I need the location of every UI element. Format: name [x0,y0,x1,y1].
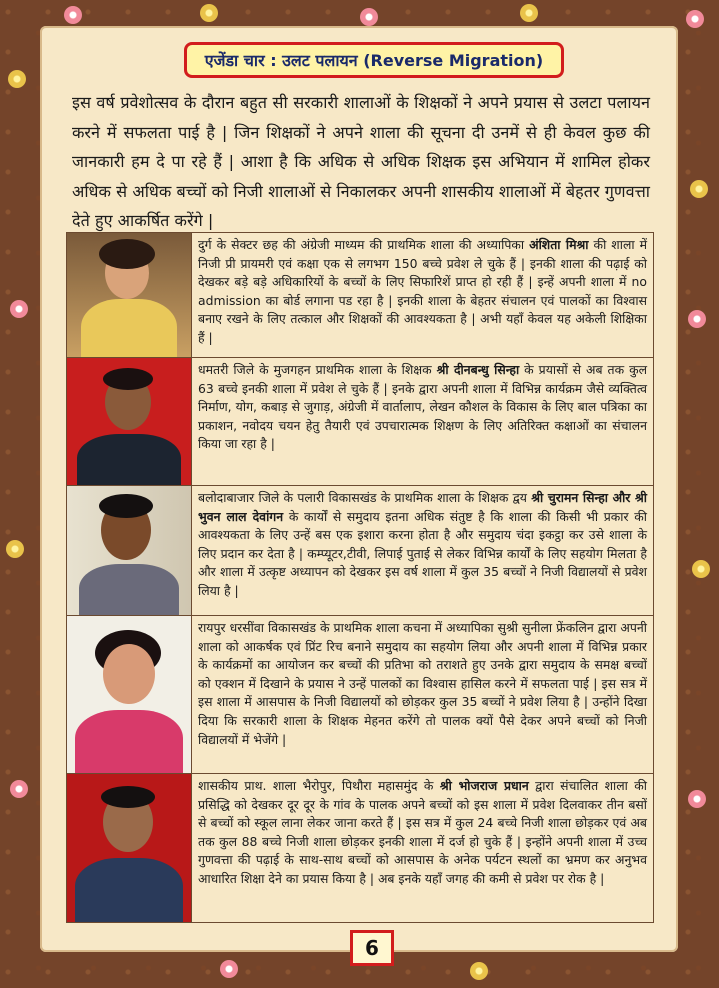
flower-decoration-icon [520,4,538,22]
flower-decoration-icon [688,790,706,808]
story-row [67,774,653,922]
teacher-name: अंशिता मिश्रा [529,237,589,252]
story-row [67,233,653,358]
flower-decoration-icon [64,6,82,24]
flower-decoration-icon [200,4,218,22]
flower-decoration-icon [6,540,24,558]
agenda-title: एजेंडा चार : उलट पलायन (Reverse Migration) [184,42,564,78]
flower-decoration-icon [220,960,238,978]
teacher-photo [67,616,192,773]
flower-decoration-icon [360,8,378,26]
teacher-photo [67,486,192,615]
flower-decoration-icon [688,310,706,328]
teacher-photo [67,358,192,485]
intro-paragraph: इस वर्ष प्रवेशोत्सव के दौरान बहुत सी सरकारी शालाओं के शिक्षकों ने अपने प्रयास से उलटा पलायन करने में सफलता पाई है | जिन शिक्षकों ने अपने शाला की सूचना दी उनमें से ही केवल कुछ की जानकारी हम दे पा रहे हैं | आशा है कि अधिक से अधिक शिक्षक इस अभियान में शामिल होकर अधिक से अधिक बच्चों को निजी शालाओं से निकालकर अपनी शासकीय शालाओं में बेहतर गुणवत्ता देते हुए आकर्षित करेंगे | [72,93,650,230]
teacher-photo [67,774,192,922]
story-text: धमतरी जिले के मुजगहन प्राथमिक शाला के शिक्षक श्री दीनबन्धु सिन्हा के प्रयासों से अब तक कुल 63 बच्चे इनकी शाला में प्रवेश ले चुके हैं | इनके द्वारा अपनी शाला में विभिन्न कार्यक्रम जैसे व्यक्तित्व निर्माण, योग, कबाड़ से जुगाड़, अंग्रेजी में वार्तालाप, लेखन कौशल के विकास के लिए बाल पत्रिका का प्रकाशन, नवोदय चयन हेतु तैयारी एवं उपचारात्मक शिक्षण के लिए अतिरिक्त कक्षाओं का संचालन किया जा रहा है | [198,362,648,452]
flower-decoration-icon [8,70,26,88]
stories-table [66,232,654,923]
flower-decoration-icon [692,560,710,578]
page-number: 6 [350,930,394,966]
flower-decoration-icon [470,962,488,980]
teacher-name: श्री चुरामन सिन्हा और श्री भुवन लाल देवांगन [198,490,647,524]
flower-decoration-icon [10,780,28,798]
story-row [67,616,653,774]
story-text: बलोदाबाजार जिले के पलारी विकासखंड के प्राथमिक शाला के शिक्षक द्वय श्री चुरामन सिन्हा और श्री भुवन लाल देवांगन के कार्यों से समुदाय इतना अधिक संतुष्ट है कि शाला की किसी भी प्रकार की आवश्यकता के लिए उन्हें बस एक इशारा करना होता है और समुदाय चंदा इकट्ठा कर उसे शाला के लिए प्रदान कर देता है | कम्प्यूटर,टीवी, लिपाई पुताई से लेकर विभिन्न कार्यों के लिए सहयोग मिलता है और शाला में उत्कृष्ट अध्यापन को देखकर इस वर्ष शाला में कुल 35 बच्चों ने निजी विद्यालयों से प्रवेश लिया है | [198,490,647,598]
teacher-name: श्री भोजराज प्रधान [439,778,529,793]
flower-decoration-icon [686,10,704,28]
story-row [67,486,653,616]
story-text: रायपुर धरसींवा विकासखंड के प्राथमिक शाला कचना में अध्यापिका सुश्री सुनीला फ्रेंकलिन द्वारा अपनी शाला को आकर्षक एवं प्रिंट रिच बनाने समुदाय का सहयोग लिया और अपनी शाला में विभिन्न प्रकार के कार्यक्रमों का आयोजन कर बच्चों की प्रतिभा को तराशते हुए उनके द्वारा समुदाय के समक्ष बच्चों को एक्शन में दिखाने के प्रयास ने उन्हें पालकों का विश्वास हासिल करने में सफलता पाई | इस सत्र में इस शाला में आसपास के निजी विद्यालयों को छोड़कर कुल 35 बच्चों ने प्रवेश लिया है | उन्होंने दिखा दिया कि सरकारी शाला के शिक्षक मेहनत करेंगे तो पालक क्यों पैसे देकर अपने बच्चों को निजी विद्यालयों में भेजेंगे | [198,620,647,747]
teacher-name: श्री दीनबन्धु सिन्हा [436,362,520,377]
teacher-photo [67,233,192,357]
flower-decoration-icon [690,180,708,198]
flower-decoration-icon [10,300,28,318]
story-row [67,358,653,486]
story-text: शासकीय प्राथ. शाला भैरोपुर, पिथौरा महासमुंद के श्री भोजराज प्रधान द्वारा संचालित शाला की प्रसिद्धि को देखकर दूर दूर के गांव के पालक अपने बच्चों को इस शाला में प्रवेश दिलवाकर तीन बसों से बच्चों को स्कूल लाना लेकर जाना करते हैं | इस सत्र में कुल 24 बच्चे निजी शाला छोड़कर एवं अब तक कुल 88 बच्चे निजी शाला छोड़कर इनकी शाला में दर्ज हो चुके हैं | इन्होंने अपनी शाला में उच्च गुणवत्ता की पढ़ाई के साथ-साथ बच्चों को आसपास के अनेक पर्यटन स्थलों का भ्रमण कर अनुभव आधारित शिक्षा देने का प्रयास किया है | अब इनके यहाँ जगह की कमी से प्रवेश पर रोक है | [198,778,647,886]
story-text: दुर्ग के सेक्टर छह की अंग्रेजी माध्यम की प्राथमिक शाला की अध्यापिका अंशिता मिश्रा की शाला में निजी प्री प्रायमरी एवं कक्षा एक से लगभग 150 बच्चे प्रवेश ले चुके हैं | इनकी शाला की पढ़ाई को देखकर बड़े बड़े अधिकारियों के बच्चों के लिए सिफारिशें प्राप्त हो रही हैं | इन्हें अपनी शाला में no admission का बोर्ड लगाना पड रहा है | इनकी शाला के बेहतर संचालन एवं पालकों का विश्वास बनाए रखने के लिए तत्काल और शिक्षकों की आवश्यकता है | अभी यहाँ केवल यह अकेली शिक्षिका हैं | [198,237,647,345]
